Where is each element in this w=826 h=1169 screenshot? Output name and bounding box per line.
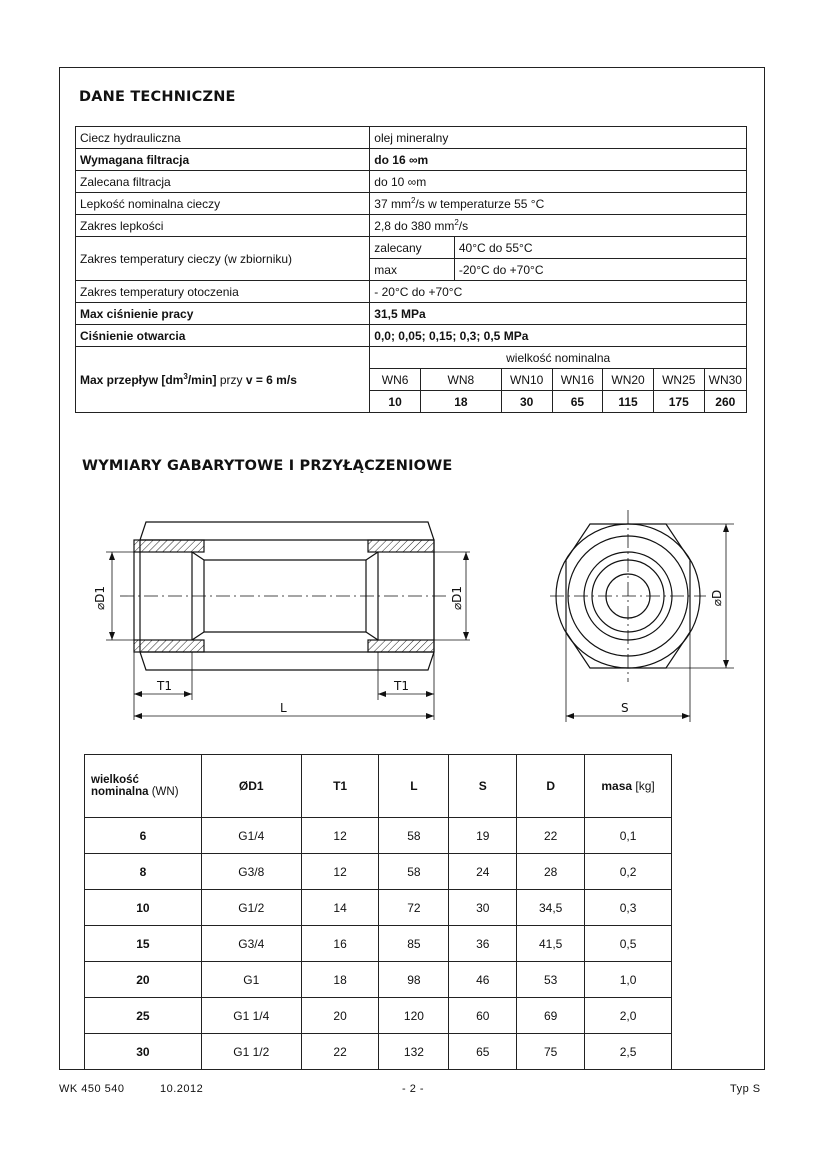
row-value: -20°C do +70°C — [454, 259, 746, 281]
table-row — [85, 962, 672, 998]
header-part: (WN) — [148, 786, 179, 798]
table-cell: 98 — [379, 962, 449, 998]
table-cell: 58 — [379, 818, 449, 854]
table-cell: 85 — [379, 926, 449, 962]
table-cell: 22 — [301, 1034, 379, 1070]
flow-cell: 115 — [603, 391, 654, 413]
section-title-technical-data: DANE TECHNICZNE — [79, 89, 236, 105]
superscript: 2 — [454, 218, 459, 227]
header-cell: ØD1 — [201, 755, 301, 818]
size-cell: WN25 — [653, 369, 704, 391]
table-cell: 34,5 — [517, 890, 585, 926]
row-value: do 16 ∞m — [370, 149, 747, 171]
header-part: nominalna — [91, 786, 149, 798]
table-cell: 12 — [301, 854, 379, 890]
footer-doc-number: WK 450 540 — [59, 1083, 125, 1095]
dimensions-table-body — [85, 818, 672, 1070]
header-nominal-size — [85, 755, 202, 818]
nominal-size-cell: 8 — [85, 854, 202, 890]
header-cell: S — [449, 755, 517, 818]
table-cell: G3/8 — [201, 854, 301, 890]
table-cell: 1,0 — [585, 962, 672, 998]
nominal-size-cell: 20 — [85, 962, 202, 998]
sub-label: zalecany — [370, 237, 455, 259]
table-row — [85, 854, 672, 890]
header-mass — [585, 755, 672, 818]
dim-label-t1-right: T1 — [394, 679, 409, 693]
table-cell: G1/4 — [201, 818, 301, 854]
dim-label-t1-left: T1 — [157, 679, 172, 693]
row-label: Max ciśnienie pracy — [76, 303, 370, 325]
table-cell: 36 — [449, 926, 517, 962]
table-cell: 2,0 — [585, 998, 672, 1034]
table-row — [85, 926, 672, 962]
table-cell: G1 1/4 — [201, 998, 301, 1034]
table-row — [85, 998, 672, 1034]
size-cell: WN20 — [603, 369, 654, 391]
table-cell: 0,5 — [585, 926, 672, 962]
header-part: wielkość — [91, 774, 139, 786]
superscript: 3 — [183, 372, 188, 381]
table-cell: 19 — [449, 818, 517, 854]
table-header-row — [85, 755, 672, 818]
dim-label-d1-left: ⌀D1 — [93, 585, 107, 611]
table-cell: 0,1 — [585, 818, 672, 854]
table-cell: 16 — [301, 926, 379, 962]
dimensions-table — [84, 754, 672, 1070]
size-cell: WN6 — [370, 369, 421, 391]
header-cell: L — [379, 755, 449, 818]
table-cell: 120 — [379, 998, 449, 1034]
nominal-size-cell: 25 — [85, 998, 202, 1034]
footer-type: Typ S — [730, 1083, 761, 1095]
value-part: /s — [458, 219, 469, 233]
header-cell: T1 — [301, 755, 379, 818]
table-row — [85, 818, 672, 854]
table-cell: 53 — [517, 962, 585, 998]
table-cell: 0,2 — [585, 854, 672, 890]
dim-label-l: L — [280, 701, 287, 715]
header-cell: D — [517, 755, 585, 818]
table-cell: 2,5 — [585, 1034, 672, 1070]
flow-cell: 65 — [552, 391, 603, 413]
header-part: [kg] — [632, 779, 655, 793]
row-value: 40°C do 55°C — [454, 237, 746, 259]
label-part: Max przepływ [dm — [80, 373, 184, 387]
size-cell: WN16 — [552, 369, 603, 391]
table-cell: 60 — [449, 998, 517, 1034]
row-label: Zakres temperatury otoczenia — [76, 281, 370, 303]
row-label: Ciecz hydrauliczna — [76, 127, 370, 149]
row-label: Zalecana filtracja — [76, 171, 370, 193]
superscript: 2 — [410, 196, 416, 205]
row-value: - 20°C do +70°C — [370, 281, 747, 303]
flow-cell: 30 — [501, 391, 552, 413]
table-cell: 132 — [379, 1034, 449, 1070]
row-label: Lepkość nominalna cieczy — [76, 193, 370, 215]
table-cell: 46 — [449, 962, 517, 998]
table-cell: 72 — [379, 890, 449, 926]
table-cell: 20 — [301, 998, 379, 1034]
table-cell: 30 — [449, 890, 517, 926]
table-cell: 22 — [517, 818, 585, 854]
table-cell: G1 1/2 — [201, 1034, 301, 1070]
row-label: Wymagana filtracja — [76, 149, 370, 171]
nominal-size-cell: 10 — [85, 890, 202, 926]
dim-label-d: ⌀D — [710, 589, 724, 607]
size-cell: WN10 — [501, 369, 552, 391]
end-view — [550, 510, 734, 722]
nominal-size-header: wielkość nominalna — [370, 347, 747, 369]
nominal-size-cell: 6 — [85, 818, 202, 854]
table-cell: 18 — [301, 962, 379, 998]
row-value: olej mineralny — [370, 127, 747, 149]
flow-cell: 260 — [704, 391, 746, 413]
sub-label: max — [370, 259, 455, 281]
table-cell: G1 — [201, 962, 301, 998]
table-cell: 12 — [301, 818, 379, 854]
row-label: Zakres temperatury cieczy (w zbiorniku) — [76, 237, 370, 281]
table-cell: 69 — [517, 998, 585, 1034]
table-cell: 58 — [379, 854, 449, 890]
table-cell: 14 — [301, 890, 379, 926]
flow-cell: 175 — [653, 391, 704, 413]
table-row — [85, 890, 672, 926]
size-cell: WN30 — [704, 369, 746, 391]
value-part: 2,8 do 380 mm — [374, 219, 455, 233]
dim-label-s: S — [621, 701, 629, 715]
table-cell: 65 — [449, 1034, 517, 1070]
nominal-size-cell: 30 — [85, 1034, 202, 1070]
table-cell: G3/4 — [201, 926, 301, 962]
label-part: v = 6 m/s — [245, 373, 297, 387]
table-cell: 28 — [517, 854, 585, 890]
value-part: 37 mm — [374, 197, 411, 211]
row-label: Zakres lepkości — [76, 215, 370, 237]
label-part: /min] — [187, 373, 217, 387]
row-label: Ciśnienie otwarcia — [76, 325, 370, 347]
table-row — [85, 1034, 672, 1070]
table-cell: 75 — [517, 1034, 585, 1070]
section-title-dimensions: WYMIARY GABARYTOWE I PRZYŁĄCZENIOWE — [82, 458, 453, 474]
table-cell: G1/2 — [201, 890, 301, 926]
row-value: do 10 ∞m — [370, 171, 747, 193]
flow-cell: 18 — [420, 391, 501, 413]
row-value: 31,5 MPa — [370, 303, 747, 325]
row-value: 0,0; 0,05; 0,15; 0,3; 0,5 MPa — [370, 325, 747, 347]
table-cell: 41,5 — [517, 926, 585, 962]
table-cell: 24 — [449, 854, 517, 890]
flow-cell: 10 — [370, 391, 421, 413]
header-part: masa — [601, 779, 633, 793]
footer-page-number: - 2 - — [402, 1083, 425, 1095]
dim-label-d1-right: ⌀D1 — [450, 585, 464, 611]
value-part: /s w temperaturze 55 °C — [415, 197, 545, 211]
size-cell: WN8 — [420, 369, 501, 391]
label-part: przy — [216, 373, 246, 387]
footer-date: 10.2012 — [160, 1083, 204, 1095]
table-cell: 0,3 — [585, 890, 672, 926]
nominal-size-cell: 15 — [85, 926, 202, 962]
